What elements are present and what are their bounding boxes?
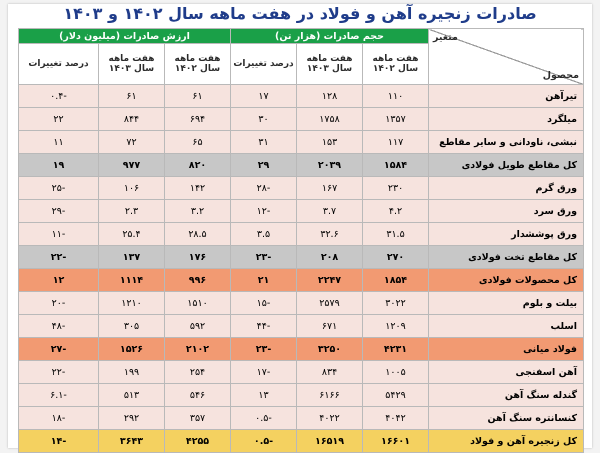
volume-1403-cell: ۶۱۶۶	[297, 384, 363, 407]
value-1402-cell: ۱۷۶	[165, 246, 231, 269]
volume-pct-cell: -۲۸	[231, 177, 297, 200]
value-1403-cell: ۱۹۹	[99, 361, 165, 384]
volume-1402-cell: ۱۶۶۰۱	[363, 430, 429, 453]
table-row	[19, 407, 584, 430]
value-1402-cell: ۲۸.۵	[165, 223, 231, 246]
product-name-cell: فولاد میانی	[429, 338, 584, 361]
value-pct-cell: -۱۴	[19, 430, 99, 453]
table-row	[19, 315, 584, 338]
volume-1402-cell: ۳۱.۵	[363, 223, 429, 246]
table-row	[19, 200, 584, 223]
table-row	[19, 361, 584, 384]
volume-pct-cell: ۲۹	[231, 154, 297, 177]
table-row	[19, 269, 584, 292]
volume-pct-cell: -۱۷	[231, 361, 297, 384]
volume-1402-cell: ۱۵۸۴	[363, 154, 429, 177]
value-pct-cell: ۱۲	[19, 269, 99, 292]
table-row	[19, 223, 584, 246]
corner-header	[429, 29, 584, 85]
value-pct-cell: ۲۲	[19, 108, 99, 131]
volume-1402-cell: ۵۴۲۹	[363, 384, 429, 407]
volume-1403-cell: ۱۶۵۱۹	[297, 430, 363, 453]
product-name-cell: گندله سنگ آهن	[429, 384, 584, 407]
volume-pct-cell: -۲۳	[231, 338, 297, 361]
sub-header-volume-pct: درصد تغییرات	[231, 44, 297, 85]
volume-1402-cell: ۱۰۰۵	[363, 361, 429, 384]
volume-pct-cell: -۰.۵	[231, 407, 297, 430]
product-name-cell: اسلب	[429, 315, 584, 338]
volume-1403-cell: ۲۵۷۹	[297, 292, 363, 315]
value-1402-cell: ۶۱	[165, 85, 231, 108]
table-row	[19, 246, 584, 269]
volume-pct-cell: ۳۰	[231, 108, 297, 131]
volume-pct-cell: -۲۳	[231, 246, 297, 269]
value-1402-cell: ۶۵	[165, 131, 231, 154]
product-name-cell: تیرآهن	[429, 85, 584, 108]
sub-header-volume-1402: هفت ماهه سال ۱۴۰۲	[363, 44, 429, 85]
volume-1403-cell: ۶۷۱	[297, 315, 363, 338]
corner-bottom-label: محصول	[542, 70, 580, 81]
table-row	[19, 292, 584, 315]
value-1402-cell: ۵۴۶	[165, 384, 231, 407]
product-name-cell: میلگرد	[429, 108, 584, 131]
volume-1402-cell: ۴.۲	[363, 200, 429, 223]
value-1403-cell: ۸۴۴	[99, 108, 165, 131]
value-1403-cell: ۱۰۶	[99, 177, 165, 200]
volume-1403-cell: ۳.۷	[297, 200, 363, 223]
product-name-cell: ورق گرم	[429, 177, 584, 200]
volume-1402-cell: ۲۷۰	[363, 246, 429, 269]
volume-1402-cell: ۲۳۰	[363, 177, 429, 200]
group-header-value: ارزش صادرات (میلیون دلار)	[19, 29, 231, 44]
value-pct-cell: -۰.۴	[19, 85, 99, 108]
volume-pct-cell: ۳۱	[231, 131, 297, 154]
value-1403-cell: ۹۷۷	[99, 154, 165, 177]
product-name-cell: بیلت و بلوم	[429, 292, 584, 315]
volume-1402-cell: ۳۰۲۲	[363, 292, 429, 315]
volume-1403-cell: ۸۳۴	[297, 361, 363, 384]
volume-1402-cell: ۱۳۵۷	[363, 108, 429, 131]
value-pct-cell: -۶.۱	[19, 384, 99, 407]
volume-1403-cell: ۲۲۴۷	[297, 269, 363, 292]
volume-1403-cell: ۲۰۳۹	[297, 154, 363, 177]
value-1402-cell: ۹۹۶	[165, 269, 231, 292]
volume-1402-cell: ۱۱۷	[363, 131, 429, 154]
volume-pct-cell: -۰.۵	[231, 430, 297, 453]
volume-1402-cell: ۱۲۰۹	[363, 315, 429, 338]
value-1403-cell: ۲۹۲	[99, 407, 165, 430]
value-pct-cell: ۱۱	[19, 131, 99, 154]
table-row	[19, 338, 584, 361]
value-1403-cell: ۱۵۲۶	[99, 338, 165, 361]
table-row	[19, 177, 584, 200]
value-1403-cell: ۷۲	[99, 131, 165, 154]
value-1403-cell: ۱۱۱۴	[99, 269, 165, 292]
value-pct-cell: -۱۱	[19, 223, 99, 246]
volume-pct-cell: ۳.۵	[231, 223, 297, 246]
sub-header-value-1402: هفت ماهه سال ۱۴۰۲	[165, 44, 231, 85]
sub-header-volume-1403: هفت ماهه سال ۱۴۰۳	[297, 44, 363, 85]
table-row	[19, 85, 584, 108]
table-body	[19, 85, 584, 453]
value-1403-cell: ۳۶۴۳	[99, 430, 165, 453]
value-1402-cell: ۱۵۱۰	[165, 292, 231, 315]
value-pct-cell: -۱۸	[19, 407, 99, 430]
value-1402-cell: ۱۴۲	[165, 177, 231, 200]
group-header-volume: حجم صادرات (هزار تن)	[231, 29, 429, 44]
value-pct-cell: -۲۰	[19, 292, 99, 315]
volume-1403-cell: ۱۵۳	[297, 131, 363, 154]
value-pct-cell: -۲۵	[19, 177, 99, 200]
value-1403-cell: ۱۲۱۰	[99, 292, 165, 315]
volume-pct-cell: -۴۴	[231, 315, 297, 338]
value-1402-cell: ۸۲۰	[165, 154, 231, 177]
product-name-cell: کل مقاطع تخت فولادی	[429, 246, 584, 269]
volume-1402-cell: ۴۰۴۲	[363, 407, 429, 430]
volume-pct-cell: -۱۲	[231, 200, 297, 223]
volume-1402-cell: ۱۸۵۴	[363, 269, 429, 292]
value-1402-cell: ۶۹۴	[165, 108, 231, 131]
product-name-cell: کل مقاطع طویل فولادی	[429, 154, 584, 177]
corner-top-label: متغیر	[433, 32, 458, 43]
value-pct-cell: -۴۸	[19, 315, 99, 338]
volume-1403-cell: ۲۰۸	[297, 246, 363, 269]
value-1402-cell: ۳.۲	[165, 200, 231, 223]
value-1403-cell: ۳۰۵	[99, 315, 165, 338]
volume-pct-cell: ۱۷	[231, 85, 297, 108]
product-name-cell: ورق سرد	[429, 200, 584, 223]
value-1402-cell: ۳۵۷	[165, 407, 231, 430]
table-row	[19, 108, 584, 131]
value-1402-cell: ۴۲۵۵	[165, 430, 231, 453]
value-pct-cell: -۲۲	[19, 246, 99, 269]
table-row	[19, 384, 584, 407]
volume-1403-cell: ۱۷۵۸	[297, 108, 363, 131]
volume-1403-cell: ۳۲۵۰	[297, 338, 363, 361]
value-1403-cell: ۲۵.۴	[99, 223, 165, 246]
value-1402-cell: ۲۱۰۲	[165, 338, 231, 361]
product-name-cell: کنسانتره سنگ آهن	[429, 407, 584, 430]
sub-header-value-pct: درصد تغییرات	[19, 44, 99, 85]
volume-1403-cell: ۱۶۷	[297, 177, 363, 200]
product-name-cell: کل زنجیره آهن و فولاد	[429, 430, 584, 453]
volume-1403-cell: ۴۰۲۲	[297, 407, 363, 430]
volume-pct-cell: -۱۵	[231, 292, 297, 315]
value-1402-cell: ۵۹۲	[165, 315, 231, 338]
product-name-cell: ورق پوششدار	[429, 223, 584, 246]
value-pct-cell: -۲۹	[19, 200, 99, 223]
value-pct-cell: ۱۹	[19, 154, 99, 177]
value-1403-cell: ۵۱۳	[99, 384, 165, 407]
volume-1403-cell: ۱۲۸	[297, 85, 363, 108]
sub-header-value-1403: هفت ماهه سال ۱۴۰۳	[99, 44, 165, 85]
volume-pct-cell: ۱۳	[231, 384, 297, 407]
product-name-cell: آهن اسفنجی	[429, 361, 584, 384]
volume-pct-cell: ۲۱	[231, 269, 297, 292]
value-pct-cell: -۲۲	[19, 361, 99, 384]
value-1403-cell: ۲.۳	[99, 200, 165, 223]
table-row	[19, 154, 584, 177]
value-1403-cell: ۱۳۷	[99, 246, 165, 269]
volume-1402-cell: ۴۲۳۱	[363, 338, 429, 361]
value-1402-cell: ۲۵۴	[165, 361, 231, 384]
table-row	[19, 131, 584, 154]
table-row	[19, 430, 584, 453]
volume-1402-cell: ۱۱۰	[363, 85, 429, 108]
value-1403-cell: ۶۱	[99, 85, 165, 108]
product-name-cell: کل محصولات فولادی	[429, 269, 584, 292]
volume-1403-cell: ۳۲.۶	[297, 223, 363, 246]
product-name-cell: نبشی، ناودانی و سایر مقاطع	[429, 131, 584, 154]
exports-table	[18, 28, 584, 453]
page-title: صادرات زنجیره آهن و فولاد در هفت ماهه سال ۱۴۰۲ و ۱۴۰۳	[63, 4, 537, 23]
value-pct-cell: -۲۷	[19, 338, 99, 361]
